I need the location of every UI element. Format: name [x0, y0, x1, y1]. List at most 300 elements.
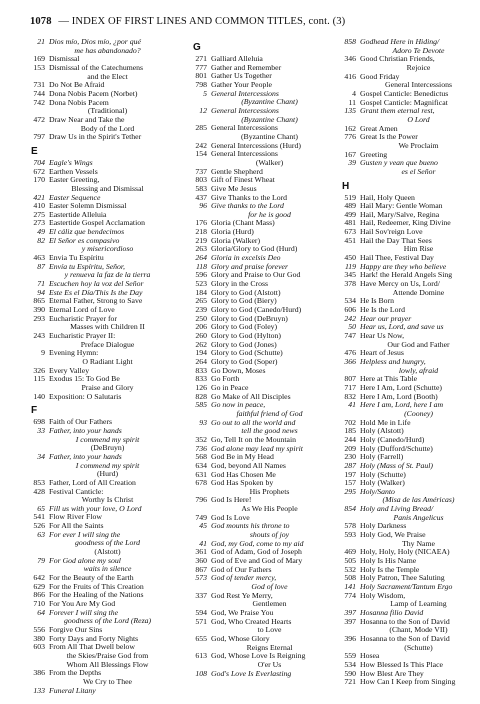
entry-number: 571	[195, 616, 207, 626]
index-entry	[337, 38, 477, 55]
entry-title: Exposition: O Salutaris	[49, 391, 122, 401]
entry-number: 82	[37, 235, 45, 245]
entry-continuation: (Traditional)	[87, 106, 128, 116]
entry-title: Hosanna to the Son of David	[360, 616, 450, 626]
entry-number: 260	[195, 331, 207, 340]
entry-continuation: Reigns Eternal	[246, 642, 293, 652]
entry-number: 828	[195, 391, 207, 401]
entry-number: 532	[344, 564, 356, 574]
entry-number: 239	[195, 305, 207, 315]
index-entry	[26, 133, 166, 142]
entry-title: Hear our prayer	[360, 313, 412, 323]
entry-title: God's Love Is Everlasting	[211, 668, 292, 678]
index-entry	[337, 133, 477, 150]
entry-title: El Señor es compasivo	[49, 235, 120, 245]
entry-number: 9	[41, 348, 45, 358]
index-entry	[337, 618, 477, 635]
entry-number: 437	[195, 192, 207, 202]
entry-title: Eternal Father, Strong to Save	[49, 296, 143, 306]
index-entry	[26, 453, 166, 470]
entry-title: Great Amen	[360, 123, 398, 133]
entry-number: 4	[352, 88, 356, 98]
entry-number: 396	[344, 633, 356, 643]
index-entry	[337, 237, 477, 254]
entry-title: Gloria (Chant Mass)	[211, 218, 275, 228]
index-entry	[26, 531, 166, 548]
entry-title: Exodus 15: To God Be	[49, 374, 120, 384]
entry-title: Father, into your hands	[49, 425, 122, 435]
entry-number: 285	[195, 123, 207, 133]
entry-title: Hosanna filio David	[360, 608, 424, 617]
entry-number: 629	[33, 581, 45, 591]
entry-title: Give Me Jesus	[211, 183, 257, 193]
entry-title: God Be in My Head	[211, 452, 274, 462]
entry-number: 508	[344, 573, 356, 583]
entry-number: 655	[195, 633, 207, 643]
entry-title: Here at This Table	[360, 374, 418, 384]
index-entry	[337, 635, 477, 652]
index-entry	[188, 592, 328, 609]
entry-number: 244	[344, 434, 356, 444]
entry-title: Holy (Canedo/Hurd)	[360, 434, 425, 444]
entry-title: Here I Am, Lord (Schutte)	[360, 382, 442, 392]
entry-title: For the Healing of the Nations	[49, 590, 144, 600]
index-entry	[26, 349, 166, 366]
entry-title: Envía tu Espíritu, Señor,	[49, 261, 125, 271]
entry-title: Gift of Finest Wheat	[211, 175, 275, 185]
entry-title: Glory to God (Jones)	[211, 339, 277, 349]
entry-number: 594	[195, 608, 207, 617]
entry-title: Easter Sequence	[49, 192, 101, 202]
entry-title: Dona Nobis Pacem (Norbet)	[49, 88, 138, 98]
entry-title: Go Down, Moses	[211, 365, 266, 375]
entry-number: 94	[37, 287, 45, 297]
entry-number: 593	[344, 530, 356, 540]
entry-title: Godhead Here in Hiding/	[360, 37, 440, 46]
entry-title: Holy Wisdom,	[360, 590, 406, 600]
entry-title: Hosanna to the Son of David	[360, 633, 450, 643]
entry-title: Go Make of All Disciples	[211, 391, 291, 401]
index-entry	[188, 124, 328, 141]
entry-title: Glory to God (Canedo/Hurd)	[211, 305, 302, 315]
entry-number: 242	[195, 140, 207, 150]
entry-title: God Is Love	[211, 512, 250, 522]
index-entry	[337, 107, 477, 124]
entry-title: Great Is the Power	[360, 132, 418, 142]
entry-title: General Intercessions	[211, 149, 278, 159]
entry-continuation: shouts of joy	[249, 530, 290, 540]
entry-number: 534	[344, 659, 356, 669]
entry-number: 157	[344, 478, 356, 488]
entry-continuation: Attende Domine	[392, 287, 445, 297]
entry-title: God Is Here!	[211, 495, 252, 505]
entry-title: Holy (Schutte)	[360, 469, 406, 479]
entry-title: Glory to God (Schutte)	[211, 348, 283, 358]
entry-number: 119	[344, 261, 356, 271]
index-entry	[26, 315, 166, 332]
entry-title: Eucharistic Prayer II:	[49, 331, 116, 340]
entry-continuation: me has abandonado?	[74, 45, 141, 55]
index-entry	[337, 445, 477, 454]
entry-number: 21	[37, 37, 45, 46]
entry-title: God Has Chosen Me	[211, 469, 276, 479]
entry-number: 41	[348, 400, 356, 410]
entry-title: God, Whose Love Is Reigning	[211, 651, 306, 661]
entry-title: Escuchen hoy la voz del Señor	[49, 279, 144, 289]
page-title: — INDEX OF FIRST LINES AND COMMON TITLES, cont. (3)	[58, 16, 346, 27]
entry-title: Gather Us Together	[211, 71, 272, 81]
entry-number: 489	[344, 201, 356, 211]
entry-continuation: tell the good news	[241, 426, 298, 436]
entry-title: Glory to God (Alstott)	[211, 287, 281, 297]
entry-continuation: Panis Angelicus	[393, 512, 444, 522]
index-entry	[26, 427, 166, 444]
entry-title: Holy Is His Name	[360, 556, 417, 566]
index-entry	[188, 367, 328, 376]
entry-number: 366	[344, 356, 356, 366]
entry-number: 34	[37, 451, 45, 461]
entry-title: Grant them eternal rest,	[360, 106, 435, 116]
entry-number: 33	[37, 425, 45, 435]
entry-number: 568	[195, 452, 207, 462]
entry-title: Hold Me in Life	[360, 417, 411, 427]
section-letter: H	[342, 180, 350, 192]
entry-title: Father, into your hands	[49, 451, 122, 461]
entry-title: Holy and Living Bread/	[360, 504, 434, 514]
entry-title: Faith of Our Fathers	[49, 417, 113, 427]
entry-title: Helpless and hungry,	[360, 356, 426, 366]
entry-number: 71	[37, 279, 45, 289]
entry-number: 776	[344, 132, 356, 142]
entry-number: 854	[344, 504, 356, 514]
entry-continuation: Whom All Blessings Flow	[66, 659, 149, 669]
entry-continuation: Adoro Te Devote	[392, 45, 445, 55]
entry-number: 153	[33, 62, 45, 72]
index-entry	[337, 419, 477, 428]
entry-number: 273	[33, 218, 45, 228]
entry-title: Holy (Alstott)	[360, 426, 404, 436]
index-entry	[26, 488, 166, 505]
entry-number: 523	[195, 279, 207, 289]
entry-title: From the Depths	[49, 668, 102, 678]
entry-number: 386	[33, 668, 45, 678]
index-entry	[188, 150, 328, 167]
index-entry	[188, 375, 328, 384]
entry-number: 41	[199, 538, 207, 548]
index-entry	[26, 64, 166, 81]
index-entry	[26, 669, 166, 686]
index-entry	[26, 609, 166, 626]
entry-number: 742	[33, 97, 45, 107]
entry-number: 265	[195, 296, 207, 306]
entry-title: Funeral Litany	[49, 685, 96, 695]
entry-number: 853	[33, 477, 45, 487]
entry-title: Dona Nobis Pacem	[49, 97, 109, 107]
entry-continuation: Praise and Glory	[81, 382, 134, 392]
entry-number: 573	[195, 573, 207, 583]
entry-continuation: goodness of the Lord	[75, 538, 140, 548]
entry-number: 390	[33, 305, 45, 315]
entry-number: 346	[344, 54, 356, 64]
entry-title: Dismissal	[49, 54, 80, 64]
entry-title: God, We Praise You	[211, 608, 274, 617]
index-entry	[188, 635, 328, 652]
entry-number: 64	[37, 607, 45, 617]
entry-title: Gloria in excelsis Deo	[211, 253, 281, 263]
entry-number: 176	[195, 218, 207, 228]
index-entry	[188, 670, 328, 679]
entry-number: 206	[195, 322, 207, 332]
entry-number: 293	[33, 313, 45, 323]
entry-number: 428	[33, 486, 45, 496]
entry-number: 578	[344, 521, 356, 531]
entry-continuation: Our God and Father	[387, 339, 450, 349]
entry-number: 380	[33, 633, 45, 643]
entry-number: 133	[33, 685, 45, 695]
entry-number: 243	[33, 331, 45, 340]
index-entry	[188, 90, 328, 107]
entry-continuation: Gentlemen	[252, 599, 287, 609]
entry-title: Este Es el Día/This Is the Day	[49, 287, 143, 297]
entry-title: Envia Tu Espíritu	[49, 253, 104, 263]
entry-continuation: O Radiant Light	[82, 356, 133, 366]
entry-number: 797	[33, 132, 45, 142]
entry-number: 717	[344, 382, 356, 392]
entry-number: 154	[195, 149, 207, 159]
entry-title: General Intercessions	[211, 105, 279, 115]
index-column-2	[188, 38, 328, 678]
entry-number: 49	[37, 227, 45, 237]
entry-title: For the Beauty of the Earth	[49, 573, 134, 583]
entry-continuation: es el Señor	[401, 166, 436, 176]
entry-title: Galliard Alleluia	[211, 54, 263, 63]
entry-number: 556	[33, 625, 45, 634]
entry-number: 421	[33, 192, 45, 202]
entry-continuation: (Hurd)	[96, 469, 119, 479]
entry-title: Have Mercy on Us, Lord/	[360, 279, 440, 289]
entry-title: Go in Peace	[211, 382, 249, 392]
entry-number: 499	[344, 209, 356, 219]
entry-number: 170	[33, 175, 45, 185]
index-entry	[188, 479, 328, 496]
entry-number: 833	[195, 365, 207, 375]
entry-number: 5	[203, 88, 207, 98]
entry-title: El cáliz que bendecimos	[49, 227, 125, 237]
entry-title: Glory and Praise to Our God	[211, 270, 301, 280]
index-entry	[337, 583, 477, 592]
entry-title: Greeting	[360, 149, 388, 159]
entry-continuation: We Proclaim	[398, 140, 439, 150]
entry-number: 858	[344, 37, 356, 46]
entry-title: Forgive Our Sins	[49, 625, 103, 634]
entry-title: God, beyond All Names	[211, 460, 286, 470]
section-letter: F	[31, 405, 38, 417]
entry-number: 218	[195, 227, 207, 237]
entry-title: Here I Am, Lord (Booth)	[360, 391, 438, 401]
entry-title: He Is Born	[360, 296, 395, 306]
entry-title: Glory in the Cross	[211, 279, 269, 289]
entry-title: Glory to God (Soper)	[211, 356, 278, 366]
entry-title: Easter Solemn Dismissal	[49, 201, 127, 211]
entry-number: 803	[195, 175, 207, 185]
entry-number: 63	[37, 529, 45, 539]
entry-number: 184	[195, 287, 207, 297]
entry-title: Hail Thee, Festival Day	[360, 253, 434, 263]
entry-title: How Can I Keep from Singing	[360, 677, 456, 687]
entry-number: 326	[33, 365, 45, 375]
entry-title: Father, Lord of All Creation	[49, 477, 136, 487]
entry-title: For You Are My God	[49, 599, 116, 609]
entry-number: 801	[195, 71, 207, 81]
entry-number: 590	[344, 668, 356, 678]
entry-number: 169	[33, 54, 45, 64]
index-entry	[26, 237, 166, 254]
entry-title: Eastertide Alleluia	[49, 209, 107, 219]
index-entry	[337, 297, 477, 306]
entry-number: 140	[33, 391, 45, 401]
entry-number: 93	[199, 417, 207, 427]
index-entry	[26, 687, 166, 696]
entry-number: 115	[33, 374, 45, 384]
entry-title: Holy (Mass of St. Paul)	[360, 460, 433, 470]
entry-title: Earthen Vessels	[49, 166, 98, 176]
section-letter: E	[31, 145, 38, 157]
entry-continuation: y renueva la faz de la tierra	[64, 270, 151, 280]
index-entry	[337, 55, 477, 72]
entry-title: General Intercessions	[211, 88, 279, 98]
entry-number: 777	[195, 62, 207, 72]
entry-continuation: I commend my spirit	[75, 434, 140, 444]
entry-title: Heart of Jesus	[360, 348, 404, 358]
entry-number: 702	[344, 417, 356, 427]
entry-title: Glory to God (Biery)	[211, 296, 277, 306]
entry-title: God of Eve and God of Mary	[211, 556, 303, 566]
entry-title: Gloria (Hurd)	[211, 227, 254, 237]
entry-continuation: Rejoice	[406, 62, 431, 72]
entry-number: 672	[33, 166, 45, 176]
entry-title: Gentle Shepherd	[211, 166, 263, 176]
index-entry	[337, 332, 477, 349]
entry-number: 185	[344, 426, 356, 436]
index-entry	[188, 107, 328, 124]
entry-title: Dios mío, Dios mío, ¿por qué	[49, 37, 141, 46]
index-entry	[337, 323, 477, 332]
entry-continuation: faithful friend of God	[236, 408, 303, 418]
entry-number: 450	[344, 253, 356, 263]
entry-number: 360	[195, 556, 207, 566]
index-entry	[26, 38, 166, 55]
index-entry	[337, 358, 477, 375]
entry-number: 197	[344, 469, 356, 479]
entry-number: 451	[344, 235, 356, 245]
entry-number: 65	[37, 503, 45, 513]
entry-continuation: (DeBruyn)	[90, 443, 125, 453]
index-entry	[337, 159, 477, 176]
entry-title: Go Forth	[211, 374, 240, 384]
index-entry	[337, 73, 477, 90]
entry-number: 596	[195, 270, 207, 280]
entry-number: 481	[344, 218, 356, 228]
entry-number: 865	[33, 296, 45, 306]
index-entry	[337, 462, 477, 471]
entry-title: Hail, Mary/Salve, Regina	[360, 209, 440, 219]
index-entry	[337, 505, 477, 522]
entry-title: God mounts his throne to	[211, 521, 290, 531]
entry-number: 295	[344, 486, 356, 496]
entry-number: 126	[195, 382, 207, 392]
entry-title: Hail, Redeemer, King Divine	[360, 218, 451, 228]
entry-continuation: and the Elect	[87, 71, 128, 81]
entry-title: God Rest Ye Merry,	[211, 590, 273, 600]
entry-title: For the Fruits of This Creation	[49, 581, 144, 591]
entry-number: 108	[195, 668, 207, 678]
entry-title: Happy are they who believe	[360, 261, 447, 271]
entry-title: Hail, Holy Queen	[360, 192, 415, 202]
entry-title: Hail Mary: Gentle Woman	[360, 201, 443, 211]
entry-number: 337	[195, 590, 207, 600]
entry-number: 118	[195, 261, 207, 271]
entry-title: Gospel Canticle: Magnificat	[360, 97, 448, 107]
entry-continuation: (Schutte)	[404, 642, 433, 652]
entry-title: General Intercessions	[211, 123, 278, 133]
entry-title: Holy Darkness	[360, 521, 407, 531]
entry-number: 87	[37, 261, 45, 271]
index-entry	[188, 176, 328, 185]
entry-number: 807	[344, 374, 356, 384]
index-entry	[188, 574, 328, 591]
entry-title: Gloria (Walker)	[211, 235, 261, 245]
entry-title: God Has Spoken by	[211, 478, 274, 488]
entry-number: 141	[344, 582, 356, 592]
entry-number: 345	[344, 270, 356, 280]
entry-number: 606	[344, 305, 356, 315]
entry-title: God, Who Created Hearts	[211, 616, 292, 626]
entry-title: Every Valley	[49, 365, 90, 375]
entry-continuation: (Chant, Mode VII)	[389, 625, 448, 635]
entry-continuation: God of love	[251, 582, 288, 592]
entry-title: Hosea	[360, 651, 380, 661]
entry-number: 710	[33, 599, 45, 609]
index-entry	[337, 488, 477, 505]
entry-number: 469	[344, 547, 356, 557]
index-entry	[188, 419, 328, 436]
index-entry	[188, 522, 328, 539]
index-entry	[337, 280, 477, 297]
entry-number: 603	[33, 642, 45, 652]
entry-title: Hail the Day That Sees	[360, 235, 432, 245]
entry-title: Easter Greeting,	[49, 175, 100, 185]
entry-number: 749	[195, 512, 207, 522]
entry-number: 463	[33, 253, 45, 263]
index-entry	[26, 375, 166, 392]
entry-number: 397	[344, 608, 356, 617]
entry-title: Go out to all the world and	[211, 417, 296, 427]
entry-continuation: waits in silence	[83, 564, 132, 574]
entry-number: 12	[199, 105, 207, 115]
entry-number: 250	[195, 313, 207, 323]
entry-title: God of Our Fathers	[211, 564, 272, 574]
entry-number: 867	[195, 564, 207, 574]
entry-number: 416	[344, 71, 356, 81]
entry-continuation: Body of the Lord	[80, 123, 135, 133]
entry-title: Holy (Dufford/Schutte)	[360, 443, 433, 453]
entry-number: 631	[195, 469, 207, 479]
entry-number: 534	[344, 296, 356, 306]
entry-title: Holy Sacrament/Tantum Ergo	[360, 582, 453, 592]
index-entry	[26, 393, 166, 402]
index-entry	[337, 471, 477, 480]
entry-title: Eucharistic Prayer for	[49, 313, 117, 323]
